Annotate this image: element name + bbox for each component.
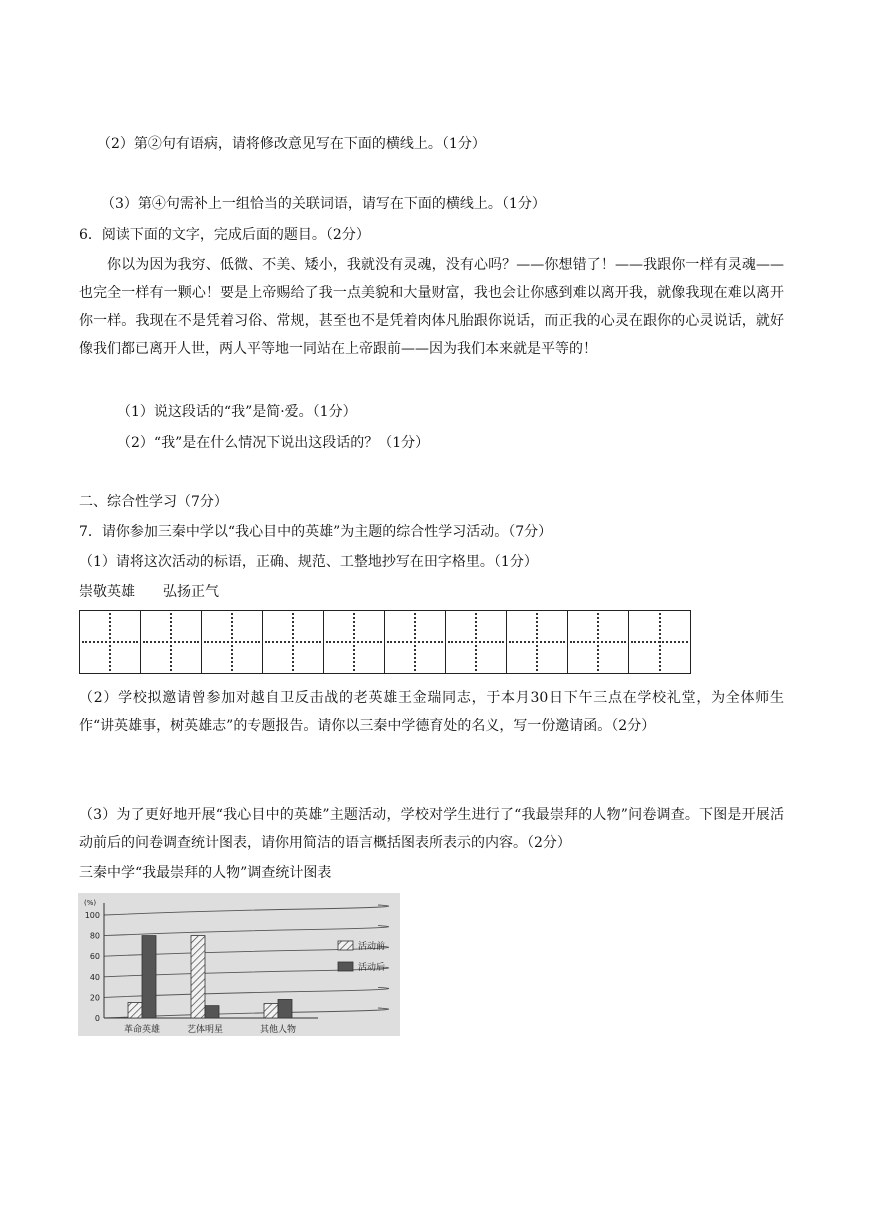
- grid-cell[interactable]: [507, 611, 568, 673]
- y-tick-label: 0: [94, 1014, 100, 1023]
- q6-passage: 你以为因为我穷、低微、不美、矮小，我就没有灵魂，没有心吗？——你想错了！——我跟你一样有灵魂——也完全一样有一颗心！要是上帝赐给了我一点美貌和大量财富，我也会让你感到难以离开我，就像我现在难以离开你一样。我现在不是凭着习俗、常规，甚至也不是凭着肉体凡胎跟你说话，而正我的心灵在跟你的心灵说话，就好像我们都已离开人世，两人平等地一同站在上帝跟前——因为我们本来就是平等的！: [79, 257, 784, 357]
- q5-sub2: （2）第②句有语病，请将修改意见写在下面的横线上。（1分）: [97, 136, 486, 152]
- chart-svg: [78, 893, 400, 1036]
- bar-before: [264, 1004, 278, 1018]
- grid-cell[interactable]: [568, 611, 629, 673]
- q6-title: 6．阅读下面的文字，完成后面的题目。（2分）: [79, 227, 370, 243]
- grid-cell[interactable]: [629, 611, 690, 673]
- y-tick-label: 80: [89, 931, 100, 941]
- y-tick-label: 100: [84, 911, 100, 920]
- q5-sub3: （3）第④句需补上一组恰当的关联词语，请写在下面的横线上。（1分）: [101, 196, 546, 212]
- grid-cell[interactable]: [324, 611, 385, 673]
- grid-cell[interactable]: [446, 611, 507, 673]
- legend-label: 活动前: [358, 942, 386, 952]
- bar-after: [205, 1006, 219, 1018]
- tianzige-grid: [79, 610, 691, 674]
- y-tick-label: 40: [89, 972, 100, 982]
- q7-title: 7．请你参加三秦中学以“我心目中的英雄”为主题的综合性学习活动。（7分）: [79, 524, 553, 540]
- grid-cell[interactable]: [141, 611, 202, 673]
- y-tick-label: 20: [89, 993, 100, 1003]
- grid-cell[interactable]: [385, 611, 446, 673]
- q7-sub3: （3）为了更好地开展“我心目中的英雄”主题活动，学校对学生进行了“我最崇拜的人物”问卷调查。下图是开展活动前后的问卷调查统计图表，请你用简洁的语言概括图表所表示的内容。（2分）: [79, 807, 784, 851]
- bar-after: [278, 999, 292, 1018]
- x-tick-label: 革命英雄: [123, 1025, 161, 1035]
- chart-caption: 三秦中学“我最崇拜的人物”调查统计图表: [79, 865, 332, 881]
- legend-label: 活动后: [358, 963, 386, 973]
- y-axis-label: (%): [84, 899, 97, 907]
- section2-heading: 二、综合性学习（7分）: [79, 494, 228, 510]
- survey-bar-chart: [78, 893, 400, 1036]
- slogan-text: 崇敬英雄 弘扬正气: [79, 584, 219, 600]
- q6-sub1: （1）说这段话的“我”是简·爱。（1分）: [117, 404, 357, 420]
- gridline: [104, 926, 389, 936]
- x-tick-label: 艺体明星: [186, 1025, 224, 1035]
- legend-swatch: [338, 941, 353, 950]
- bar-before: [191, 936, 205, 1018]
- bar-after: [142, 936, 156, 1018]
- legend-swatch: [338, 962, 353, 971]
- q6-sub2: （2）“我”是在什么情况下说出这段话的？（1分）: [117, 435, 430, 451]
- grid-cell[interactable]: [80, 611, 141, 673]
- grid-cell[interactable]: [202, 611, 263, 673]
- bar-before: [128, 1003, 142, 1018]
- q7-sub2: （2）学校拟邀请曾参加对越自卫反击战的老英雄王金瑞同志，于本月30日下午三点在学校礼堂，为全体师生作“讲英雄事，树英雄志”的专题报告。请你以三秦中学德育处的名义，写一份邀请函。（2分）: [79, 690, 784, 734]
- y-tick-label: 60: [89, 952, 100, 962]
- q7-sub1: （1）请将这次活动的标语，正确、规范、工整地抄写在田字格里。（1分）: [79, 554, 538, 570]
- gridline: [104, 905, 389, 915]
- x-tick-label: 其他人物: [259, 1025, 297, 1035]
- grid-cell[interactable]: [263, 611, 324, 673]
